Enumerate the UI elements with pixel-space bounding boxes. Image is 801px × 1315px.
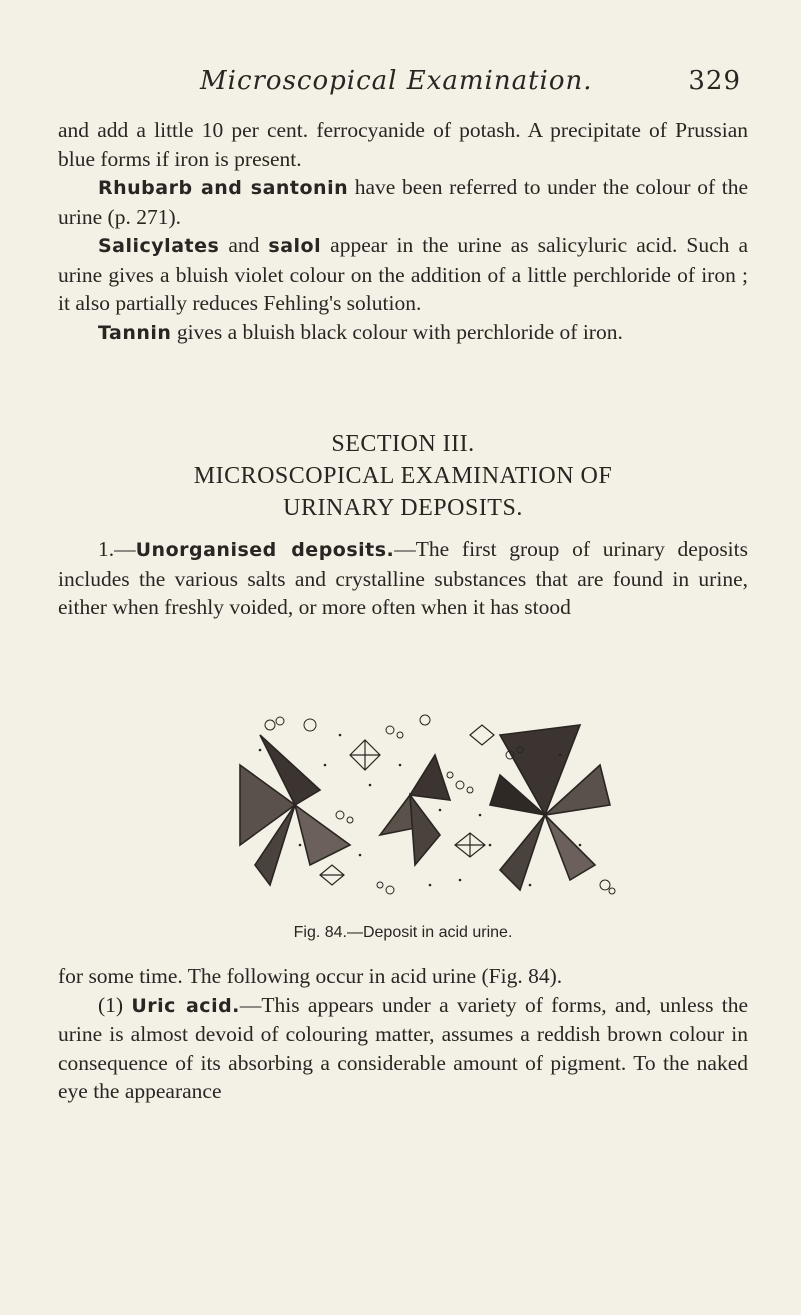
term-salol: salol (268, 235, 322, 257)
paragraph-salicylates: Salicylates and salol appear in the urine as salicyluric acid. Such a urine gives a bluish violet colour on the addition of a little perchloride of iron ; it also partially reduces Fehling's solution. (58, 233, 749, 315)
term-unorganised: Unorganised deposits. (135, 539, 395, 561)
running-header (200, 66, 741, 106)
text-block-bottom (58, 962, 748, 1106)
section-number: SECTION III. (331, 431, 475, 457)
term-rhubarb: Rhubarb and santonin (98, 177, 349, 199)
paragraph-acid-urine: for some time. The following occur in acid urine (Fig. 84). (58, 964, 563, 988)
figure-caption: Fig. 84.—Deposit in acid urine. (293, 924, 513, 941)
crystal-rosette-right (490, 725, 610, 890)
text-block-top (58, 116, 748, 347)
paragraph-rhubarb: Rhubarb and santonin have been referred to under the colour of the urine (p. 271). (58, 175, 748, 229)
term-salicylates: Salicylates (98, 235, 220, 257)
crystal-rosette-left (240, 735, 350, 885)
paragraph-tannin: Tannin gives a bluish black colour with perchloride of iron. (98, 319, 623, 344)
paragraph-unorganised: 1.—Unorganised deposits.—The first group of urinary deposits includes the various salts and crystalline substances that are found in urine, either when freshly voided, or more often when it has stood (58, 537, 748, 619)
term-uric-acid: Uric acid. (131, 994, 240, 1017)
paragraph-ferrocyanide: and add a little 10 per cent. ferrocyanide of potash. A precipitate of Prussian blue forms if iron is present. (58, 118, 748, 171)
section-title-line1: MICROSCOPICAL EXAMINATION OF (193, 463, 613, 489)
term-tannin: Tannin (98, 321, 172, 344)
section-title-line2: URINARY DEPOSITS. (283, 495, 523, 521)
deposit-illustration (200, 695, 630, 920)
page-number: 329 (688, 66, 741, 96)
paragraph-uric-acid: (1) Uric acid.—This appears under a variety of forms, and, unless the urine is almost devoid of colouring matter, assumes a reddish brown colour in consequence of its absorbing a considerable amount of pigment. To the naked eye the appearance (58, 992, 748, 1103)
header-title: Microscopical Examination. (200, 66, 593, 96)
text-block-unorganised (58, 535, 748, 622)
section-heading-block (58, 428, 748, 524)
